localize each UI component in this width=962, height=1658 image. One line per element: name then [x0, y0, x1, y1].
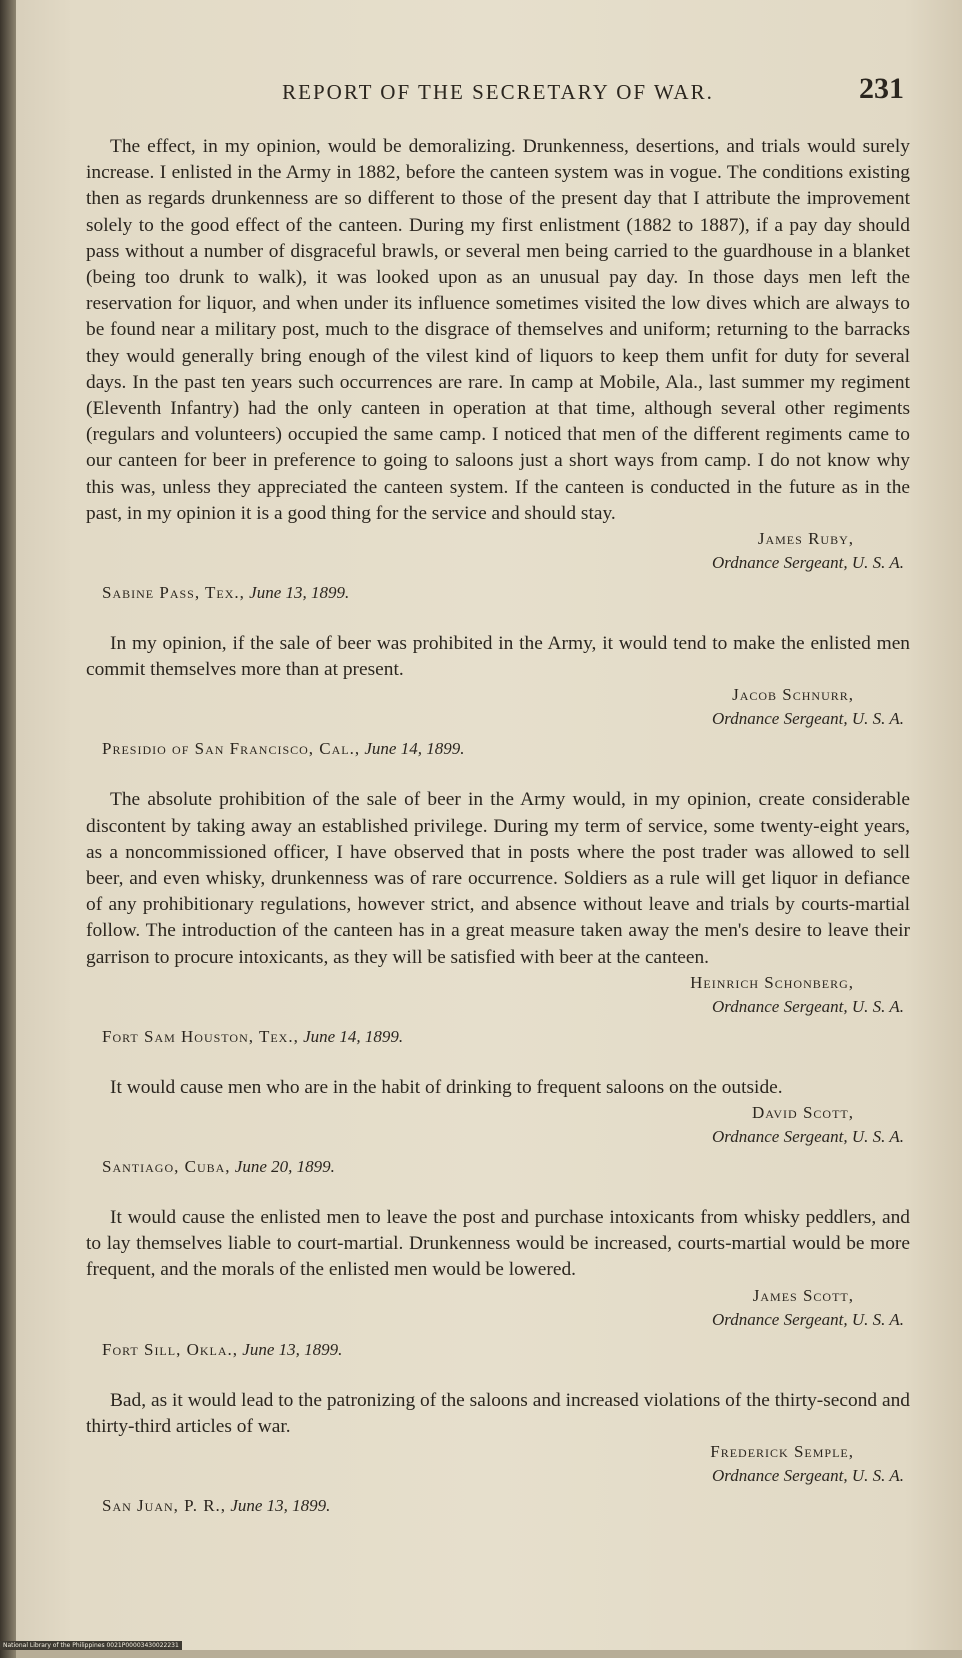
dateline-place: Fort Sill, Okla., [102, 1339, 239, 1359]
dateline-date: June 14, 1899. [303, 1026, 404, 1046]
dateline-place: Sabine Pass, Tex., [102, 583, 245, 603]
signatory-rank: Ordnance Sergeant, U. S. A. [711, 1127, 904, 1147]
dateline-date: June 13, 1899. [249, 583, 350, 603]
letter-entry-schonberg [86, 787, 910, 1048]
document-page [3, 0, 962, 1650]
letter-entry-schnurr [86, 631, 910, 761]
letter-entry-david-scott [86, 1075, 910, 1179]
page-number: 231 [859, 72, 904, 105]
dateline-date: June 20, 1899. [234, 1157, 335, 1177]
scan-footer-label: National Library of the Philippines 0021P00003430022231 [0, 1641, 182, 1650]
entry-text: It would cause men who are in the habit of drinking to frequent saloons on the outside. [110, 1076, 783, 1098]
signatory-rank: Ordnance Sergeant, U. S. A. [711, 996, 904, 1016]
entry-text: In my opinion, if the sale of beer was prohibited in the Army, it would tend to make the enlisted men commit themselves more than at present. [86, 633, 910, 681]
signature [86, 527, 910, 575]
letter-entry-james-scott [86, 1205, 910, 1362]
signature [86, 1101, 910, 1149]
entry-text: Bad, as it would lead to the patronizing of the saloons and increased violations of the thirty-second and thirty-third articles of war. [86, 1389, 910, 1437]
dateline-date: June 14, 1899. [364, 739, 465, 759]
signatory-name: James Scott, [752, 1285, 854, 1305]
signatory-name: Jacob Schnurr, [732, 685, 854, 705]
entry-text: The absolute prohibition of the sale of beer in the Army would, in my opinion, create considerable discontent by taking away an established privilege. During my term of service, some twenty-eight years, as a noncommissioned officer, I have observed that in posts where the post trader was allowed to sell beer, and even whisky, drunkenness was of rare occurrence. Soldiers as a rule will get liquor in defiance of any prohibitionary regulations, however strict, and absence without leave and trials by courts-martial follow. The introduction of the canteen has in a great measure taken away the men's desire to leave their garrison to procure intoxicants, as they will be satisfied with beer at the canteen. [86, 789, 910, 968]
letter-entry-ruby [86, 134, 910, 605]
signature [86, 971, 910, 1019]
dateline-place: Santiago, Cuba, [102, 1157, 231, 1177]
entry-text: It would cause the enlisted men to leave the post and purchase intoxicants from whisky peddlers, and to lay themselves liable to court-martial. Drunkenness would be increased, courts-martial would be more frequent, and the morals of the enlisted men would be lowered. [86, 1207, 910, 1281]
page-title: REPORT OF THE SECRETARY OF WAR. [282, 80, 714, 104]
signatory-rank: Ordnance Sergeant, U. S. A. [711, 553, 904, 573]
dateline-place: Fort Sam Houston, Tex., [102, 1026, 299, 1046]
dateline [102, 1155, 910, 1179]
dateline [102, 737, 910, 761]
running-head [86, 72, 910, 112]
dateline [102, 1025, 910, 1049]
dateline [102, 1338, 910, 1362]
dateline-place: Presidio of San Francisco, Cal., [102, 739, 361, 759]
signatory-name: Heinrich Schonberg, [690, 972, 854, 992]
dateline-place: San Juan, P. R., [102, 1496, 227, 1516]
book-spine-edge [0, 0, 16, 1658]
dateline [102, 1494, 910, 1518]
signatory-rank: Ordnance Sergeant, U. S. A. [711, 709, 904, 729]
dateline-date: June 13, 1899. [230, 1496, 331, 1516]
dateline-date: June 13, 1899. [242, 1339, 343, 1359]
signature [86, 683, 910, 731]
signatory-name: Frederick Semple, [710, 1442, 854, 1462]
signature [86, 1284, 910, 1332]
dateline [102, 581, 910, 605]
signatory-name: David Scott, [751, 1103, 854, 1123]
signatory-rank: Ordnance Sergeant, U. S. A. [711, 1466, 904, 1486]
signatory-rank: Ordnance Sergeant, U. S. A. [711, 1309, 904, 1329]
letter-entry-semple [86, 1388, 910, 1518]
signature [86, 1440, 910, 1488]
signatory-name: James Ruby, [757, 529, 854, 549]
entry-text: The effect, in my opinion, would be demoralizing. Drunkenness, desertions, and trials would surely increase. I enlisted in the Army in 1882, before the canteen system was in vogue. The conditions existing then as regards drunkenness are so different to those of the present day that I attribute the improvement solely to the good effect of the canteen. During my first enlistment (1882 to 1887), if a pay day should pass without a number of disgraceful brawls, or several men being carried to the guardhouse in a blanket (being too drunk to walk), it was looked upon as an unusual pay day. In those days men left the reservation for liquor, and when under its influence sometimes visited the low dives which are always to be found near a military post, much to the disgrace of themselves and uniform; returning to the barracks they would generally bring enough of the vilest kind of liquors to keep them unfit for duty for several days. In the past ten years such occurrences are rare. In camp at Mobile, Ala., last summer my regiment (Eleventh Infantry) had the only canteen in operation at that time, although several other regiments (regulars and volunteers) occupied the same camp. I noticed that men of the different regiments came to our canteen for beer in preference to going to saloons just a short ways from camp. I do not know why this was, unless they appreciated the canteen system. If the canteen is conducted in the future as in the past, in my opinion it is a good thing for the service and should stay. [86, 136, 910, 524]
